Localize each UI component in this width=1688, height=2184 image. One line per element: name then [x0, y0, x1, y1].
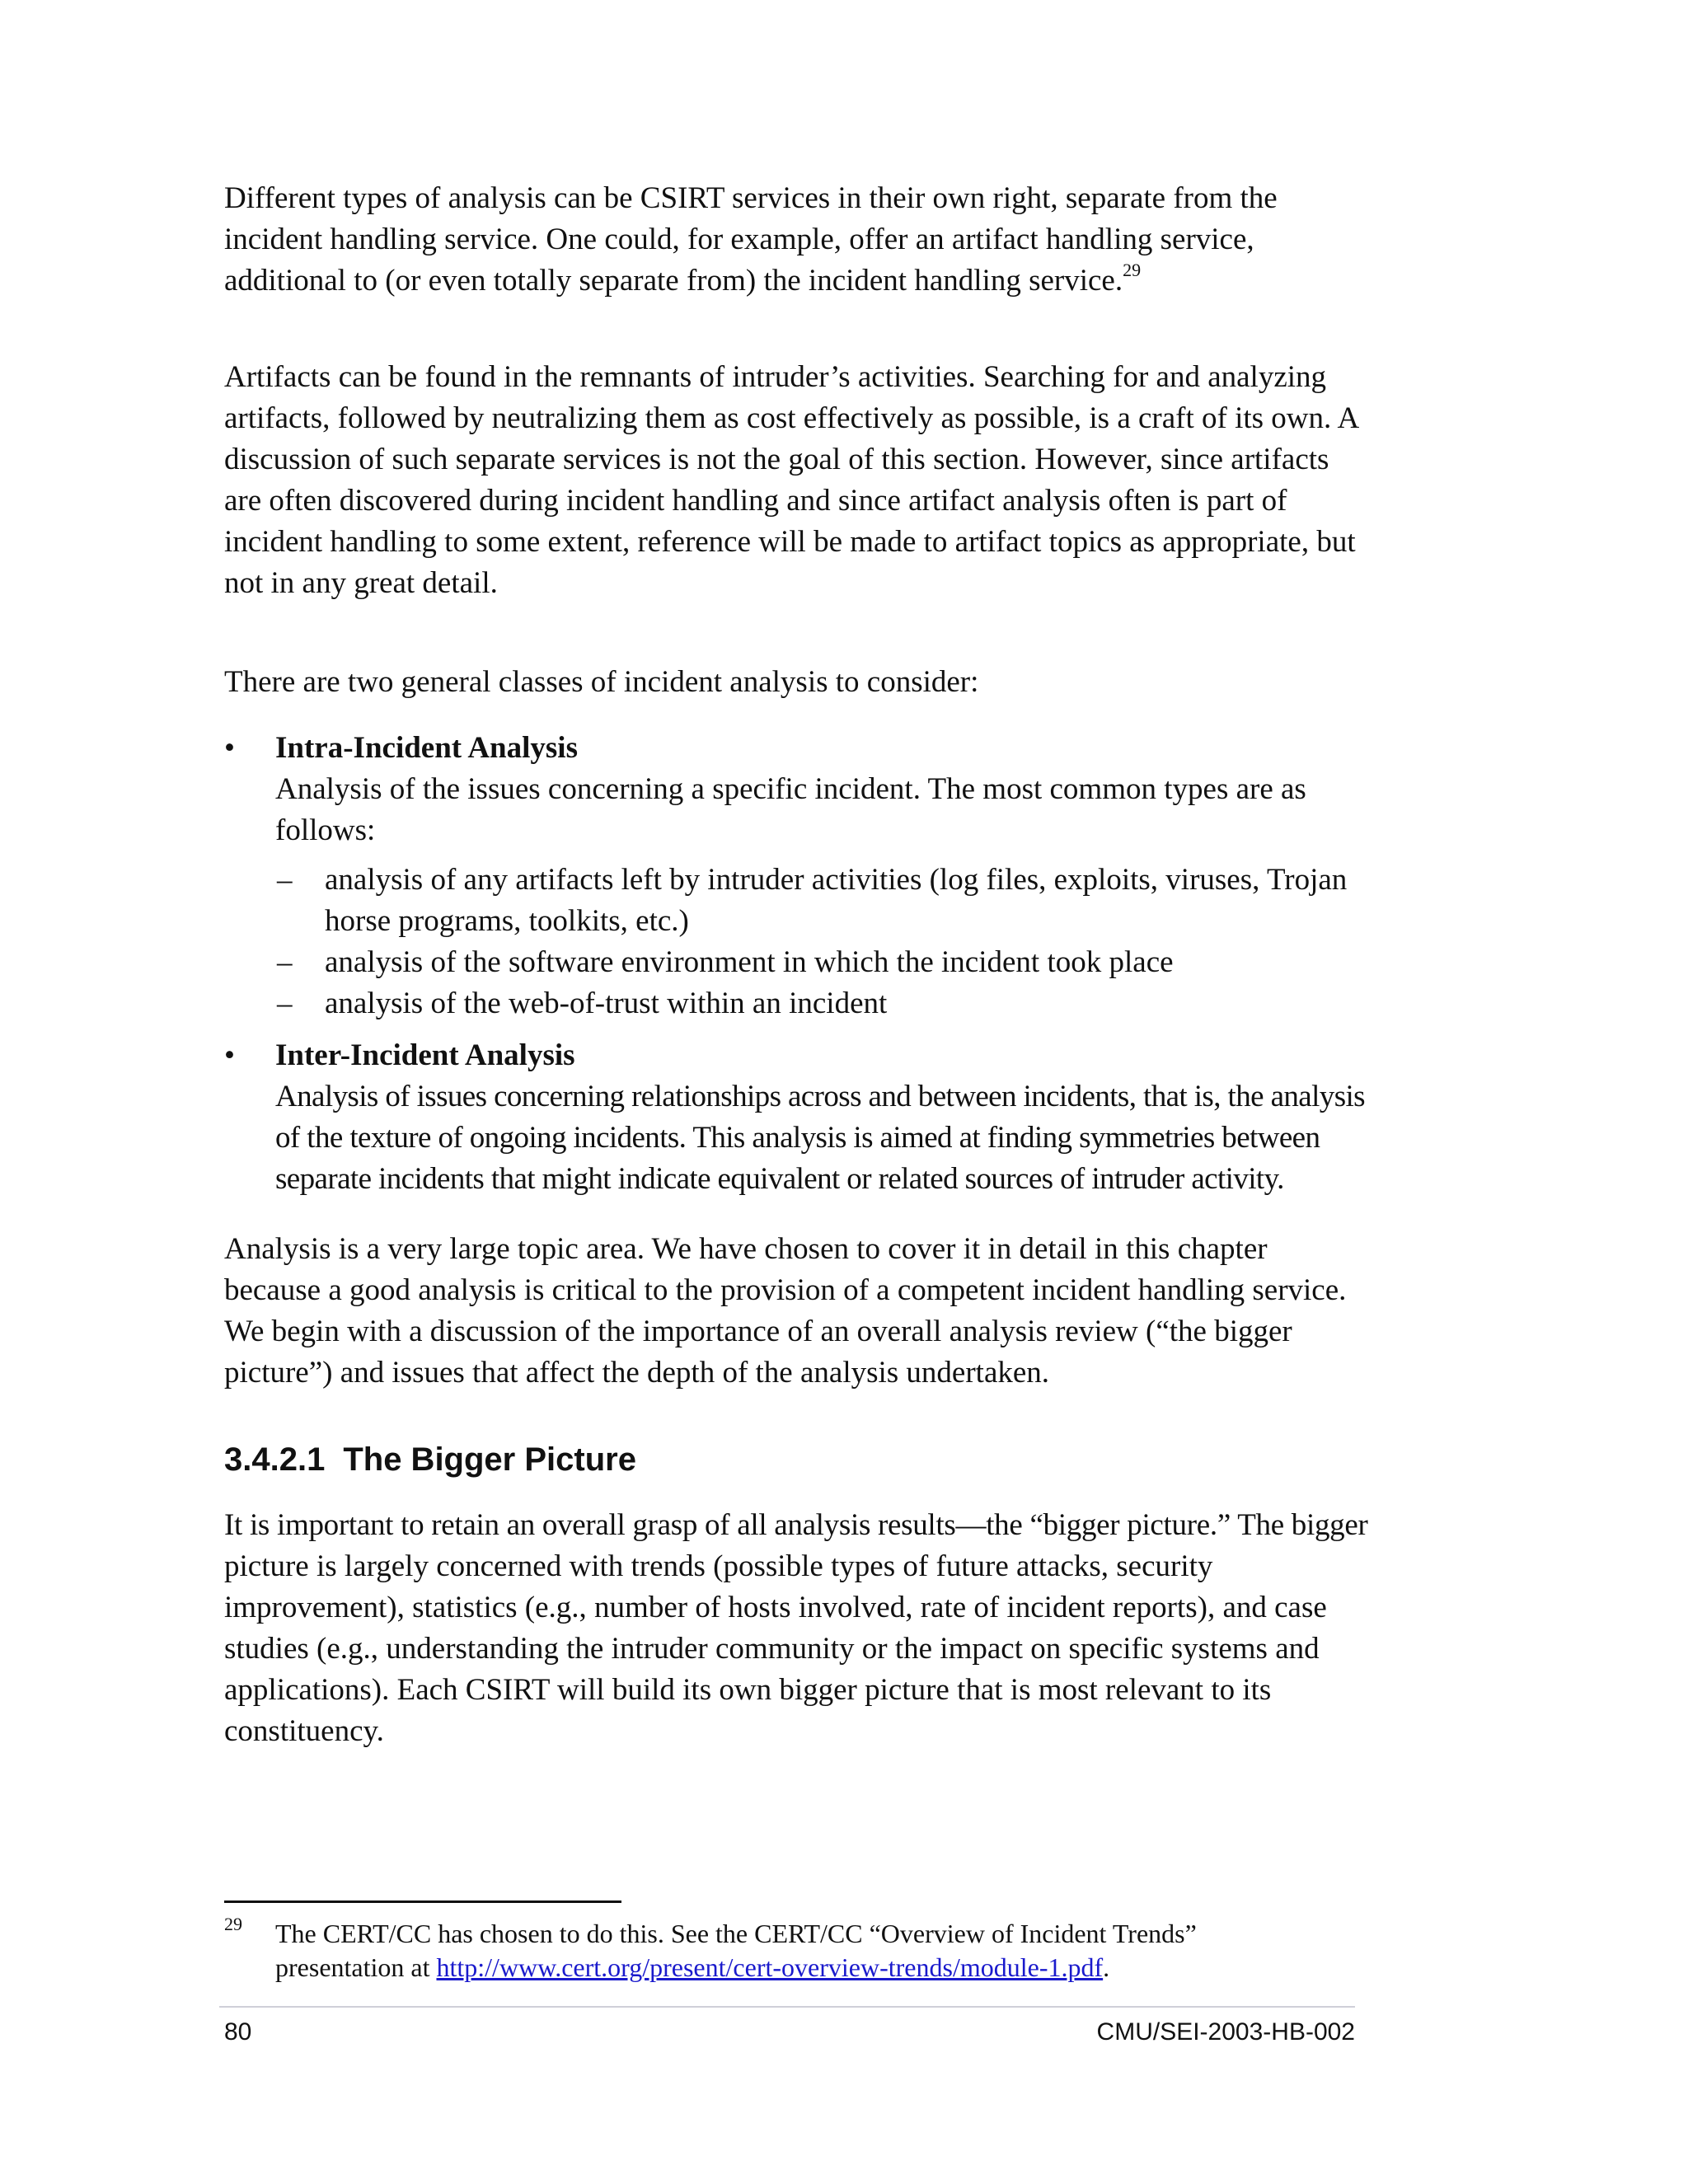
footnote-separator	[224, 1900, 621, 1903]
intro-paragraph-line	[224, 260, 1395, 302]
artifacts-paragraph-line: not in any great detail.	[224, 566, 498, 600]
bigger-picture-line: picture is largely concerned with trends (possible types of future attacks, security	[224, 1549, 1213, 1583]
bullet-description-line: Analysis of the issues concerning a specific incident. The most common types are as	[275, 772, 1306, 806]
section-title: The Bigger Picture	[343, 1441, 636, 1478]
intro-paragraph-line: Different types of analysis can be CSIRT services in their own right, separate from the	[224, 181, 1278, 215]
intro-paragraph-line: incident handling service. One could, for example, offer an artifact handling service,	[224, 223, 1254, 256]
bullet-description-line: of the texture of ongoing incidents. This analysis is aimed at finding symmetries between	[275, 1121, 1320, 1155]
section-heading	[224, 1436, 636, 1483]
analysis-topic-line: because a good analysis is critical to the provision of a competent incident handling service.	[224, 1273, 1347, 1307]
artifacts-paragraph-line: are often discovered during incident handling and since artifact analysis often is part of	[224, 484, 1287, 518]
footnote-line: The CERT/CC has chosen to do this. See the CERT/CC “Overview of Incident Trends”	[275, 1919, 1197, 1948]
dash-marker: –	[277, 945, 293, 979]
dash-marker: –	[277, 987, 293, 1020]
page-number: 80	[224, 2018, 252, 2046]
footnote-suffix: .	[1103, 1952, 1110, 1982]
footnote-number: 29	[224, 1914, 242, 1934]
section-number: 3.4.2.1	[224, 1441, 326, 1478]
intro-paragraph-text: additional to (or even totally separate from) the incident handling service.	[224, 264, 1123, 298]
footnote-line	[275, 1951, 1396, 1985]
sub-item-body	[325, 942, 1396, 983]
bigger-picture-line: It is important to retain an overall grasp of all analysis results—the “bigger picture.” The bigger	[224, 1508, 1368, 1542]
classes-intro-line: There are two general classes of incident analysis to consider:	[224, 665, 979, 699]
dash-marker: –	[277, 863, 293, 897]
bullet-heading: Inter-Incident Analysis	[275, 1038, 575, 1072]
bigger-picture-line: applications). Each CSIRT will build its own bigger picture that is most relevant to its	[224, 1673, 1272, 1707]
bullet-marker: •	[224, 1038, 235, 1072]
analysis-topic-paragraph	[224, 1229, 1395, 1394]
bullet-heading: Intra-Incident Analysis	[275, 731, 578, 765]
artifacts-paragraph-line: Artifacts can be found in the remnants of intruder’s activities. Searching for and analyzing	[224, 360, 1327, 394]
sub-item-body	[325, 860, 1396, 942]
bullet-body	[275, 728, 1396, 851]
bigger-picture-line: improvement), statistics (e.g., number of hosts involved, rate of incident reports), and case	[224, 1591, 1327, 1624]
sub-item-line: horse programs, toolkits, etc.)	[325, 904, 689, 938]
footnote-link[interactable]: http://www.cert.org/present/cert-overview-trends/module-1.pdf	[436, 1952, 1104, 1982]
bigger-picture-paragraph	[224, 1505, 1395, 1752]
analysis-topic-line: Analysis is a very large topic area. We have chosen to cover it in detail in this chapter	[224, 1232, 1268, 1266]
bigger-picture-line: studies (e.g., understanding the intruder community or the impact on specific systems and	[224, 1632, 1320, 1666]
bullet-body	[275, 1035, 1396, 1200]
artifacts-paragraph-line: incident handling to some extent, reference will be made to artifact topics as appropriate, but	[224, 525, 1356, 559]
bullet-description-line: follows:	[275, 813, 376, 847]
classes-intro-paragraph	[224, 662, 1395, 703]
footnote-body	[275, 1917, 1396, 1985]
bullet-description-line: separate incidents that might indicate equivalent or related sources of intruder activity.	[275, 1162, 1284, 1196]
footnote-prefix: presentation at	[275, 1952, 437, 1982]
bullet-description-line: Analysis of issues concerning relationships across and between incidents, that is, the analysis	[275, 1080, 1365, 1113]
sub-item-line: analysis of any artifacts left by intruder activities (log files, exploits, viruses, Trojan	[325, 863, 1348, 897]
sub-item-line: analysis of the software environment in which the incident took place	[325, 945, 1174, 979]
document-id: CMU/SEI-2003-HB-002	[1096, 2018, 1355, 2046]
footer-separator	[219, 2006, 1355, 2008]
analysis-topic-line: We begin with a discussion of the importance of an overall analysis review (“the bigger	[224, 1315, 1292, 1348]
sub-item-body	[325, 983, 1396, 1024]
intro-paragraph	[224, 178, 1395, 302]
bigger-picture-line: constituency.	[224, 1714, 384, 1748]
analysis-topic-line: picture”) and issues that affect the depth of the analysis undertaken.	[224, 1356, 1050, 1390]
sub-item-line: analysis of the web-of-trust within an incident	[325, 987, 888, 1020]
artifacts-paragraph	[224, 357, 1395, 604]
footnote-reference[interactable]: 29	[1123, 259, 1142, 280]
bullet-marker: •	[224, 731, 235, 765]
artifacts-paragraph-line: artifacts, followed by neutralizing them as cost effectively as possible, is a craft of its own. A	[224, 401, 1360, 435]
artifacts-paragraph-line: discussion of such separate services is not the goal of this section. However, since artifacts	[224, 443, 1329, 476]
